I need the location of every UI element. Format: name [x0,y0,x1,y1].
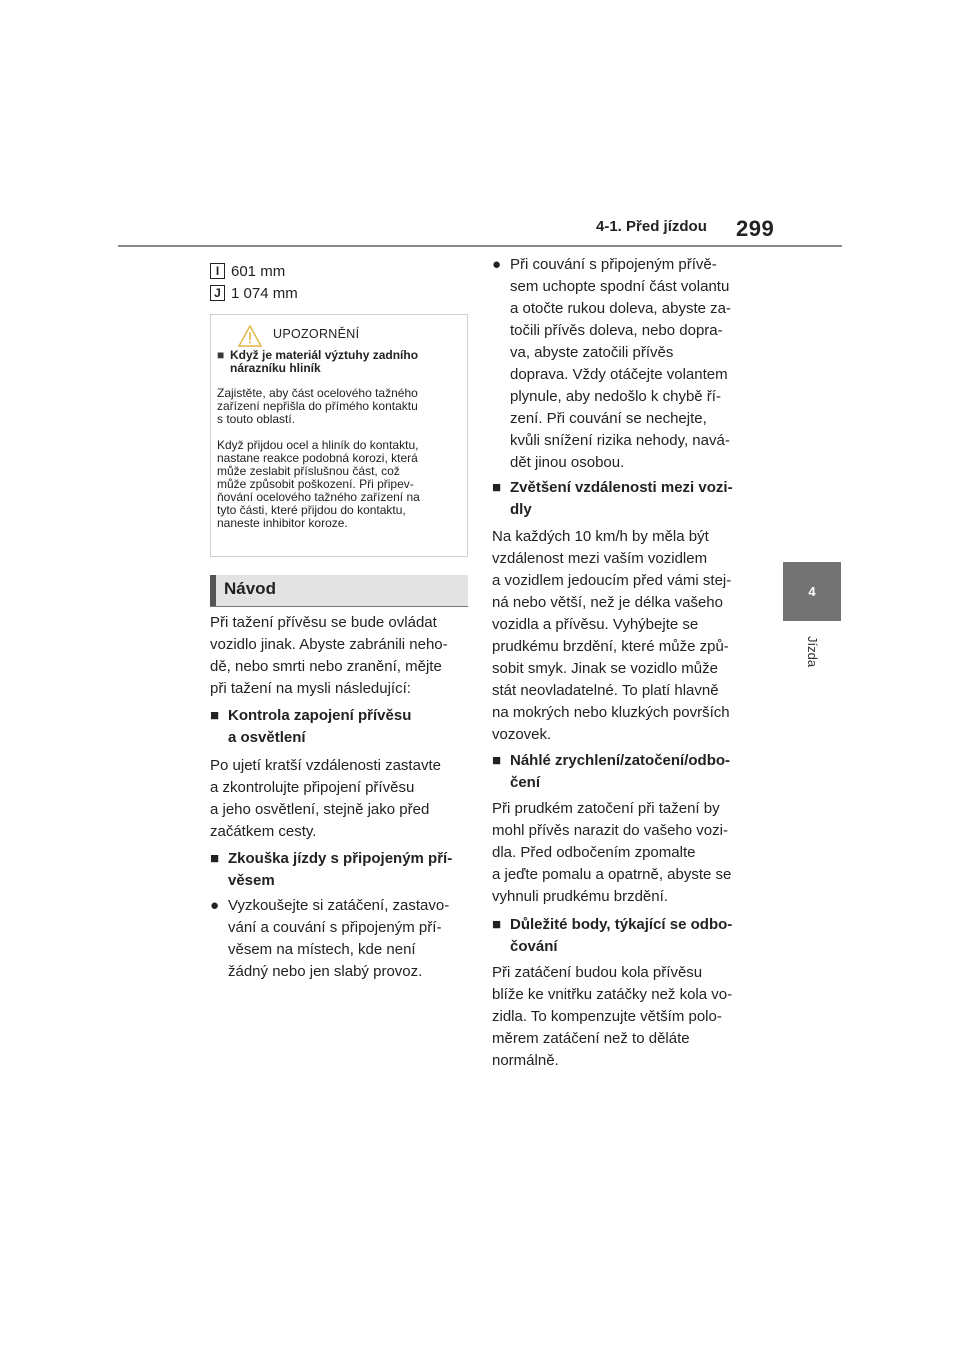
bullet-dot-icon: ● [492,256,502,273]
subheading: ■ Důležité body, týkající se odbo- čování [492,916,733,955]
warning-header [225,323,455,347]
subheading: ■ Zvětšení vzdálenosti mezi vozi- dly [492,479,733,518]
bullet-item: ● Při couvání s připojeným přívě- sem uchopte spodní část volantu a otočte rukou doleva, abyste za- točili přívěs doleva, nebo dopra- va, abyste zatočili přívěs doprava. Vždy otáčejte volantem plynule, aby nedošlo k chybě ří- zení. Při couvání se nechejte, kvůli snížení rizika nehody, navá- dět jinou osobou. [492,256,731,471]
bullet-dot-icon: ● [210,897,220,914]
warning-paragraph: Zajistěte, aby část ocelového tažného zařízení nepřišla do přímého kontaktu s touto oblastí. [217,386,418,426]
dimension-key: I [210,263,225,279]
dimension-value: 601 mm [231,262,286,280]
subheading: ■ Náhlé zrychlení/zatočení/odbo- čení [492,752,731,791]
square-bullet-icon: ■ [217,348,225,362]
header-divider [118,245,842,247]
paragraph: Na každých 10 km/h by měla být vzdálenost mezi vaším vozidlem a vozidlem jedoucím před vámi stej- ná nebo větší, než je délka vašeho vozidla a přívěsu. Vyhýbejte se prudkému brzdění, které může způ- sobit smyk. Jinak se vozidlo může stát neovladatelné. To platí hlavně na mokrých nebo kluzkých površích vozovek. [492,528,732,743]
square-bullet-icon: ■ [492,916,502,933]
chapter-number: 4 [808,584,816,599]
paragraph: Při prudkém zatočení při tažení by mohl přívěs narazit do vašeho vozi- dla. Před odbočením zpomalte a jeďte pomalu a opatrně, abyste se vyhnuli prudkému brzdění. [492,800,732,905]
warning-subtitle: ■ Když je materiál výztuhy zadního nárazníku hliník [217,348,419,375]
square-bullet-icon: ■ [210,707,220,724]
warning-paragraph: Když přijdou ocel a hliník do kontaktu, nastane reakce podobná korozi, která může zeslabit příslušnou část, což může způsobit poškození. Při připev- ňování ocelového tažného zařízení na tyto části, které přijdou do kontaktu, naneste inhibitor koroze. [217,438,420,530]
warning-title: UPOZORNĚNÍ [273,327,360,341]
square-bullet-icon: ■ [492,752,502,769]
warning-triangle-icon [237,324,263,348]
warning-box [210,314,468,557]
dimension-row [210,283,298,303]
intro-paragraph: Při tažení přívěsu se bude ovládat vozidlo jinak. Abyste zabránili neho- dě, nebo smrti nebo zranění, mějte při tažení na mysli následující: [210,614,448,697]
subheading: ■ Kontrola zapojení přívěsu a osvětlení [210,707,412,746]
square-bullet-icon: ■ [492,479,502,496]
paragraph: Po ujetí kratší vzdálenosti zastavte a zkontrolujte připojení přívěsu a jeho osvětlení, stejně jako před začátkem cesty. [210,757,441,840]
dimension-row [210,261,285,281]
page-number: 299 [736,216,775,241]
chapter-tab [783,562,841,621]
square-bullet-icon: ■ [210,850,220,867]
chapter-label: Jízda [805,636,820,668]
paragraph: Při zatáčení budou kola přívěsu blíže ke vnitřku zatáčky než kola vo- zidla. To kompenzujte větším polo- měrem zatáčení než to děláte normálně. [492,964,733,1069]
section-heading: Návod [210,575,468,607]
dimension-value: 1 074 mm [231,284,298,302]
bullet-item: ● Vyzkoušejte si zatáčení, zastavo- vání a couvání s připojeným pří- věsem na místech, kde není žádný nebo jen slabý provoz. [210,897,450,980]
subheading: ■ Zkouška jízdy s připojeným pří- věsem [210,850,453,889]
section-title: 4-1. Před jízdou [596,218,707,235]
dimension-key: J [210,285,225,301]
